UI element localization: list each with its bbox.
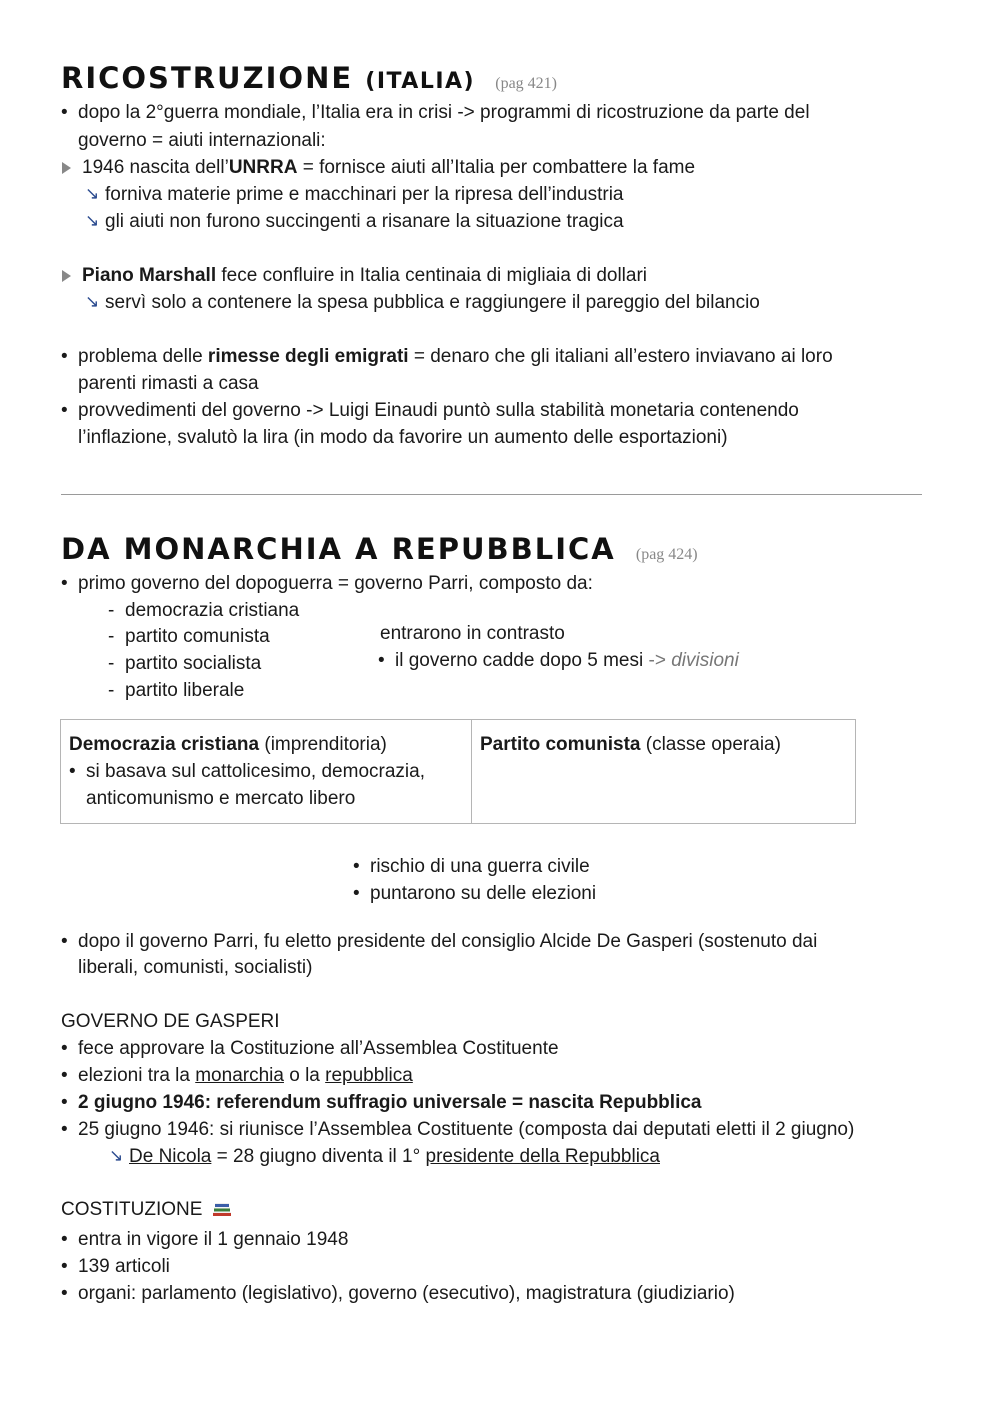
- bullet-rimesse-l2: parenti rimasti a casa: [78, 373, 259, 394]
- table-cell-dc: Democrazia cristiana (imprenditoria) • si basava sul cattolicesimo, democrazia, anticomunismo e mercato libero: [61, 720, 472, 824]
- triangle-item-unrra: 1946 nascita dell’UNRRA = fornisce aiuti all’Italia per combattere la fame: [82, 157, 695, 179]
- gasperi-item: • fece approvare la Costituzione all’Assemblea Costituente: [78, 1038, 559, 1060]
- bullet-de-gasperi-l2: liberali, comunisti, socialisti): [78, 957, 313, 978]
- triangle-item-marshall: Piano Marshall fece confluire in Italia centinaia di migliaia di dollari: [82, 265, 647, 287]
- curved-arrow-icon: ↘: [85, 184, 100, 203]
- triangle-bullet-icon: [62, 162, 71, 174]
- government-fell-note: • il governo cadde dopo 5 mesi -> divisioni: [395, 650, 739, 672]
- costituzione-item: • organi: parlamento (legislativo), governo (esecutivo), magistratura (giudiziario): [78, 1283, 735, 1305]
- bullet-rimesse: • problema delle rimesse degli emigrati = denaro che gli italiani all’estero inviavano ai loro: [78, 346, 833, 368]
- section-title-ricostruzione: RICOSTRUZIONE (ITALIA) (pag 421): [61, 61, 557, 95]
- sub-item-de-nicola: ↘ De Nicola = 28 giugno diventa il 1° presidente della Repubblica: [109, 1146, 660, 1167]
- party-item: - democrazia cristiana: [125, 600, 299, 622]
- sub-item-forniva: ↘ forniva materie prime e macchinari per la ripresa dell’industria: [85, 184, 624, 205]
- sub-item-spesa: ↘ servì solo a contenere la spesa pubblica e raggiungere il pareggio del bilancio: [85, 292, 760, 313]
- page-reference: (pag 421): [495, 75, 557, 92]
- gasperi-item: • 25 giugno 1946: si riunisce l’Assemblea Costituente (composta dai deputati eletti il 2 giugno): [78, 1119, 854, 1141]
- contrast-note: entrarono in contrasto: [380, 623, 565, 644]
- heading-costituzione: COSTITUZIONE: [61, 1199, 232, 1221]
- party-item: - partito socialista: [125, 653, 261, 675]
- bullet-crisi-l1: • dopo la 2°guerra mondiale, l’Italia era in crisi -> programmi di ricostruzione da parte del: [78, 102, 810, 124]
- curved-arrow-icon: ↘: [85, 211, 100, 230]
- triangle-bullet-icon: [62, 270, 71, 282]
- page-reference: (pag 424): [635, 546, 698, 563]
- party-item: - partito liberale: [125, 680, 244, 702]
- bullet-governo-parri: • primo governo del dopoguerra = governo Parri, composto da:: [78, 573, 593, 595]
- curved-arrow-icon: ↘: [85, 292, 100, 311]
- bullet-elezioni: • puntarono su delle elezioni: [370, 883, 596, 905]
- gasperi-item: • elezioni tra la monarchia o la repubblica: [78, 1065, 413, 1087]
- sub-item-aiuti: ↘ gli aiuti non furono succingenti a risanare la situazione tragica: [85, 211, 624, 232]
- bullet-de-gasperi-l1: • dopo il governo Parri, fu eletto presidente del consiglio Alcide De Gasperi (sostenuto dai: [78, 931, 817, 953]
- bullet-einaudi-l1: • provvedimenti del governo -> Luigi Einaudi puntò sulla stabilità monetaria contenendo: [78, 400, 799, 422]
- bullet-guerra-civile: • rischio di una guerra civile: [370, 856, 590, 878]
- parties-table: [60, 719, 856, 824]
- section-divider: [61, 494, 922, 495]
- bullet-einaudi-l2: l’inflazione, svalutò la lira (in modo da favorire un aumento delle esportazioni): [78, 427, 728, 448]
- costituzione-item: • entra in vigore il 1 gennaio 1948: [78, 1229, 348, 1251]
- books-icon: [212, 1201, 232, 1217]
- party-item: - partito comunista: [125, 626, 270, 648]
- table-cell-pci: Partito comunista (classe operaia): [472, 720, 856, 824]
- heading-governo-de-gasperi: GOVERNO DE GASPERI: [61, 1011, 280, 1032]
- section-title-repubblica: DA MONARCHIA A REPUBBLICA (pag 424): [61, 532, 698, 566]
- bullet-crisi-l2: governo = aiuti internazionali:: [78, 130, 326, 151]
- curved-arrow-icon: ↘: [109, 1146, 124, 1165]
- table-bullet: • si basava sul cattolicesimo, democrazia, anticomunismo e mercato libero: [69, 761, 425, 809]
- gasperi-item-referendum: • 2 giugno 1946: referendum suffragio universale = nascita Repubblica: [78, 1092, 701, 1114]
- costituzione-item: • 139 articoli: [78, 1256, 170, 1278]
